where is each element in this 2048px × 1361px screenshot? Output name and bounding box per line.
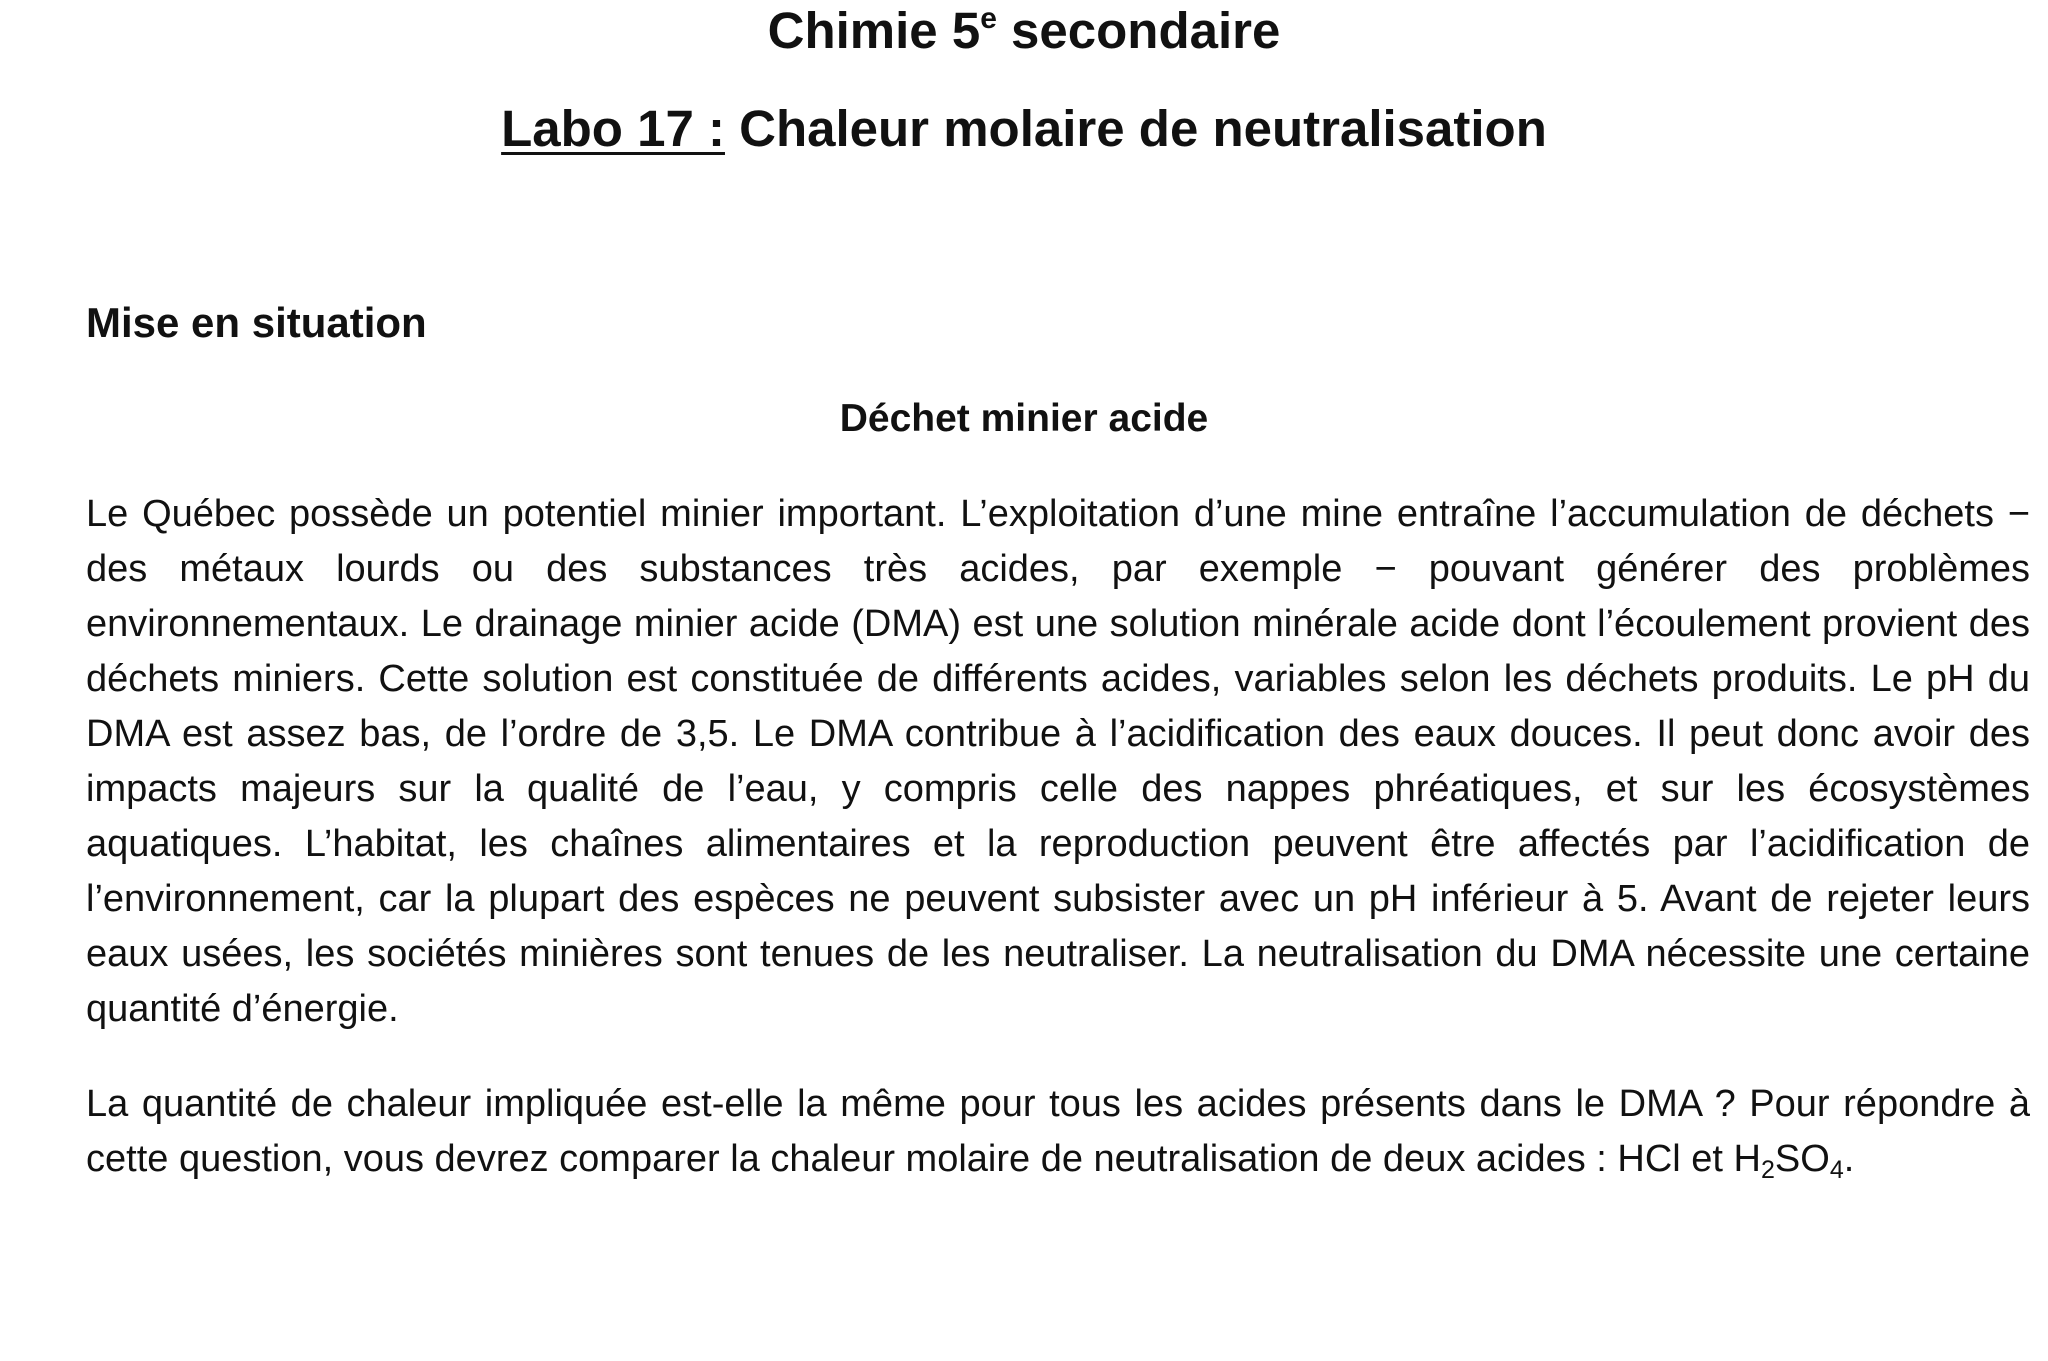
sub-heading: Déchet minier acide (839, 397, 1209, 440)
section-heading: Mise en situation (86, 299, 427, 346)
question-end: . (1843, 1138, 1855, 1180)
lab-number: Labo 17 : (501, 100, 725, 157)
lab-title-text: Chaleur molaire de neutralisation (724, 100, 1547, 157)
course-title-text: Chimie 5 (767, 2, 981, 59)
question-paragraph (86, 1077, 2030, 1187)
question-text: La quantité de chaleur impliquée est-elle la même pour tous les acides présents dans le DMA ? Pour répondre à cette question, vous devrez comparer la chaleur molaire de neutralisation de deux acides : HCl et H (86, 1083, 2030, 1180)
intro-paragraph: Le Québec possède un potentiel minier important. L’exploitation d’une mine entraîne l’accumulation de déchets − des métaux lourds ou des substances très acides, par exemple − pouvant générer des problèmes environnementaux. Le drainage minier acide (DMA) est une solution minérale acide dont l’écoulement provient des déchets miniers. Cette solution est constituée de différents acides, variables selon les déchets produits. Le pH du DMA est assez bas, de l’ordre de 3,5. Le DMA contribue à l’acidification des eaux douces. Il peut donc avoir des impacts majeurs sur la qualité de l’eau, y compris celle des nappes phréatiques, et sur les écosystèmes aquatiques. L’habitat, les chaînes alimentaires et la reproduction peuvent être affectés par l’acidification de l’environnement, car la plupart des espèces ne peuvent subsister avec un pH inférieur à 5. Avant de rejeter leurs eaux usées, les sociétés minières sont tenues de les neutraliser. La neutralisation du DMA nécessite une certaine quantité d’énergie. (86, 493, 2030, 1030)
formula-so: SO (1774, 1138, 1830, 1180)
course-title-superscript: e (980, 2, 997, 35)
course-title (0, 0, 2048, 62)
subscript-2: 2 (1761, 1156, 1775, 1184)
course-title-rest: secondaire (996, 2, 1281, 59)
lab-title (0, 98, 2048, 160)
subscript-4: 4 (1829, 1156, 1844, 1184)
